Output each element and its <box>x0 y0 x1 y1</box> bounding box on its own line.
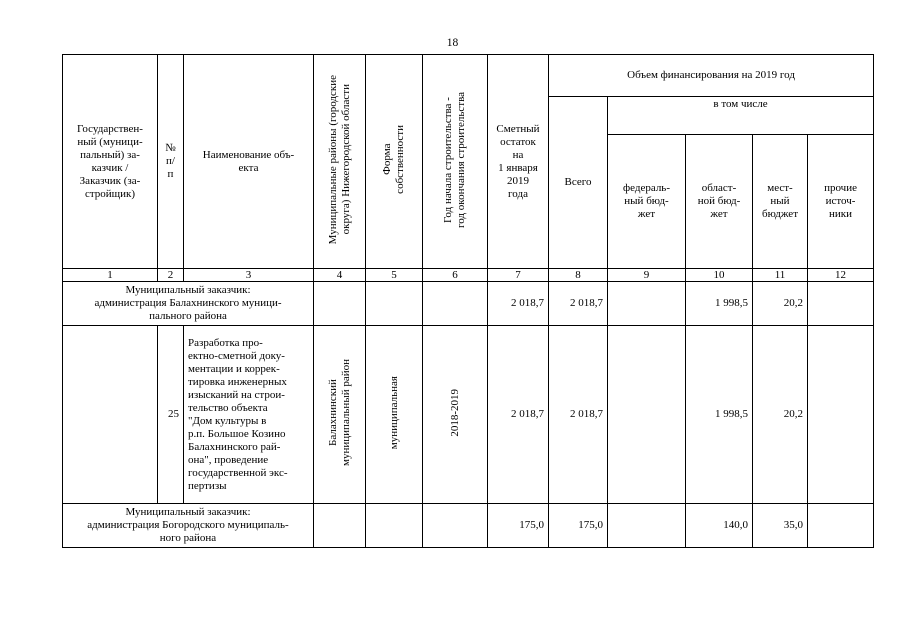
local-value: 20,2 <box>753 326 808 504</box>
regional-value: 140,0 <box>686 504 753 548</box>
local-value: 35,0 <box>753 504 808 548</box>
row-number: 25 <box>158 326 184 504</box>
district-cell: Балахнинский муниципальный район <box>314 326 366 504</box>
ownership-cell: муниципальная <box>366 326 423 504</box>
group-row-bogorodsk <box>63 504 874 548</box>
header-years: Год начала строительства - год окончания строительства <box>423 55 488 269</box>
col-num-9: 9 <box>608 269 686 282</box>
col-num-12: 12 <box>808 269 874 282</box>
object-name: Разработка про- ектно-сметной доку- ментации и коррек- тировка инженерных изысканий на строи- тельство объекта "Дом культуры в р.п. Большое Козино Балахнинского рай- она", проведение государственной экс- пертизы <box>184 326 314 504</box>
col-num-8: 8 <box>549 269 608 282</box>
federal-value <box>608 504 686 548</box>
federal-value <box>608 326 686 504</box>
group-customer: Муниципальный заказчик: администрация Балахнинского муници- пального района <box>63 282 314 326</box>
header-total: Всего <box>549 97 608 269</box>
col-num-3: 3 <box>184 269 314 282</box>
table-row <box>63 326 874 504</box>
total-value: 175,0 <box>549 504 608 548</box>
header-local: мест- ный бюджет <box>753 135 808 269</box>
years-cell: 2018-2019 <box>423 326 488 504</box>
group-customer: Муниципальный заказчик: администрация Богородского муниципаль- ного района <box>63 504 314 548</box>
header-funding: Объем финансирования на 2019 год <box>549 55 874 97</box>
col-num-1: 1 <box>63 269 158 282</box>
total-value: 2 018,7 <box>549 282 608 326</box>
other-value <box>808 326 874 504</box>
header-federal: федераль- ный бюд- жет <box>608 135 686 269</box>
remaining-value: 175,0 <box>488 504 549 548</box>
header-customer: Государствен- ный (муници- пальный) за- казчик / Заказчик (за- стройщик) <box>63 55 158 269</box>
column-number-row <box>63 269 874 282</box>
header-no: № п/ п <box>158 55 184 269</box>
col-num-5: 5 <box>366 269 423 282</box>
col-num-2: 2 <box>158 269 184 282</box>
federal-value <box>608 282 686 326</box>
col-num-7: 7 <box>488 269 549 282</box>
col-num-11: 11 <box>753 269 808 282</box>
col-num-6: 6 <box>423 269 488 282</box>
header-regional: област- ной бюд- жет <box>686 135 753 269</box>
header-remaining: Сметный остаток на 1 января 2019 года <box>488 55 549 269</box>
header-districts: Муниципальные районы (городские округа) Нижегородской области <box>314 55 366 269</box>
header-ownership: Форма собственности <box>366 55 423 269</box>
remaining-value: 2 018,7 <box>488 282 549 326</box>
header-object-name: Наименование объ- екта <box>184 55 314 269</box>
total-value: 2 018,7 <box>549 326 608 504</box>
other-value <box>808 282 874 326</box>
regional-value: 1 998,5 <box>686 282 753 326</box>
header-including: в том числе <box>608 97 874 135</box>
other-value <box>808 504 874 548</box>
financing-table <box>62 54 874 548</box>
page-number: 18 <box>446 37 459 49</box>
local-value: 20,2 <box>753 282 808 326</box>
group-row-balakhna <box>63 282 874 326</box>
regional-value: 1 998,5 <box>686 326 753 504</box>
header-other: прочие источ- ники <box>808 135 874 269</box>
remaining-value: 2 018,7 <box>488 326 549 504</box>
col-num-4: 4 <box>314 269 366 282</box>
col-num-10: 10 <box>686 269 753 282</box>
